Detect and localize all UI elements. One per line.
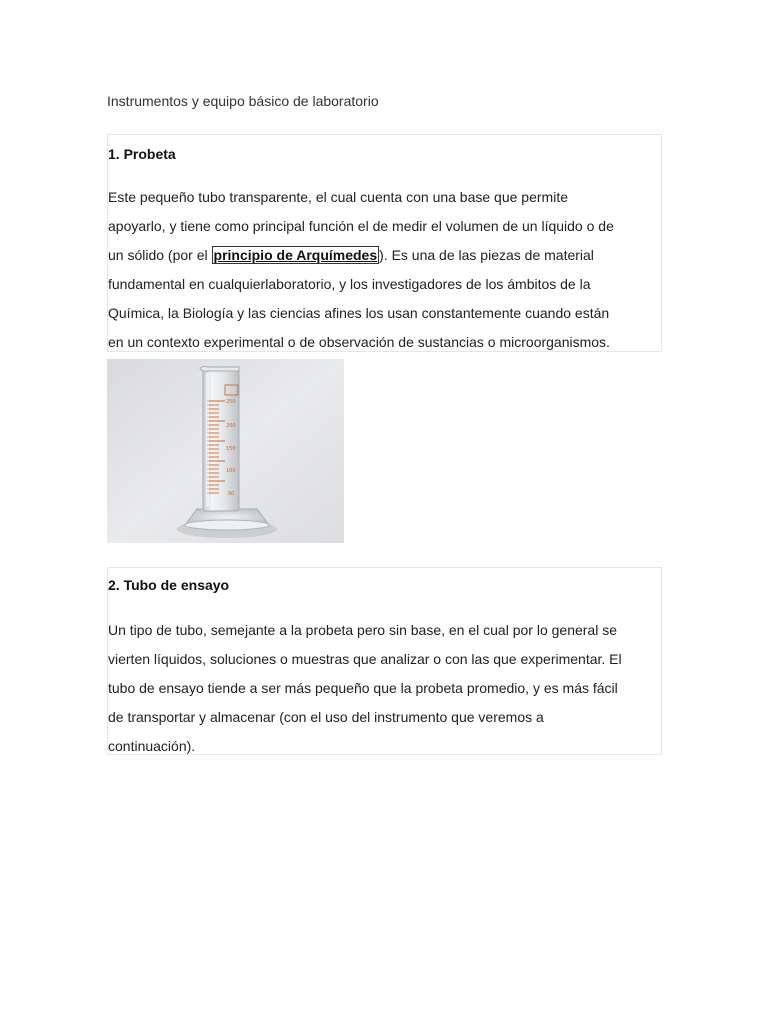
section-body <box>108 183 661 357</box>
section-body <box>108 616 661 761</box>
scale-label: 100 <box>226 468 236 474</box>
section-heading: 1. Probeta <box>108 146 176 162</box>
scale-label: 250 <box>226 399 236 405</box>
section-probeta <box>107 134 662 352</box>
body-line: Química, la Biología y las ciencias afines los usan constantemente cuando están <box>108 305 610 321</box>
body-text: un sólido (por el <box>108 247 212 263</box>
body-line: de transportar y almacenar (con el uso del instrumento que veremos a <box>108 709 544 725</box>
scale-label: 150 <box>226 446 236 452</box>
body-line: fundamental en cualquierlaboratorio, y los investigadores de los ámbitos de la <box>108 276 591 292</box>
body-line: Un tipo de tubo, semejante a la probeta pero sin base, en el cual por lo general se <box>108 622 617 638</box>
body-line: apoyarlo, y tiene como principal función el de medir el volumen de un líquido o de <box>108 218 614 234</box>
principio-de-arquimedes-link[interactable]: principio de Arquímedes <box>213 247 378 263</box>
body-line: continuación). <box>108 738 196 754</box>
scale-label: 200 <box>226 423 236 429</box>
body-line: tubo de ensayo tiende a ser más pequeño que la probeta promedio, y es más fácil <box>108 680 618 696</box>
body-line: en un contexto experimental o de observación de sustancias o microorganismos. <box>108 334 610 350</box>
body-line-with-link <box>108 241 661 270</box>
section-heading: 2. Tubo de ensayo <box>108 577 230 593</box>
body-line: Este pequeño tubo transparente, el cual cuenta con una base que permite <box>108 189 568 205</box>
document-title: Instrumentos y equipo básico de laboratorio <box>107 93 379 109</box>
body-text: ). Es una de las piezas de material <box>379 247 594 263</box>
scale-label: 50 <box>228 491 235 497</box>
section-tubo-de-ensayo <box>107 567 662 755</box>
graduated-cylinder-image <box>107 359 344 543</box>
body-line: vierten líquidos, soluciones o muestras que analizar o con las que experimentar. El <box>108 651 622 667</box>
